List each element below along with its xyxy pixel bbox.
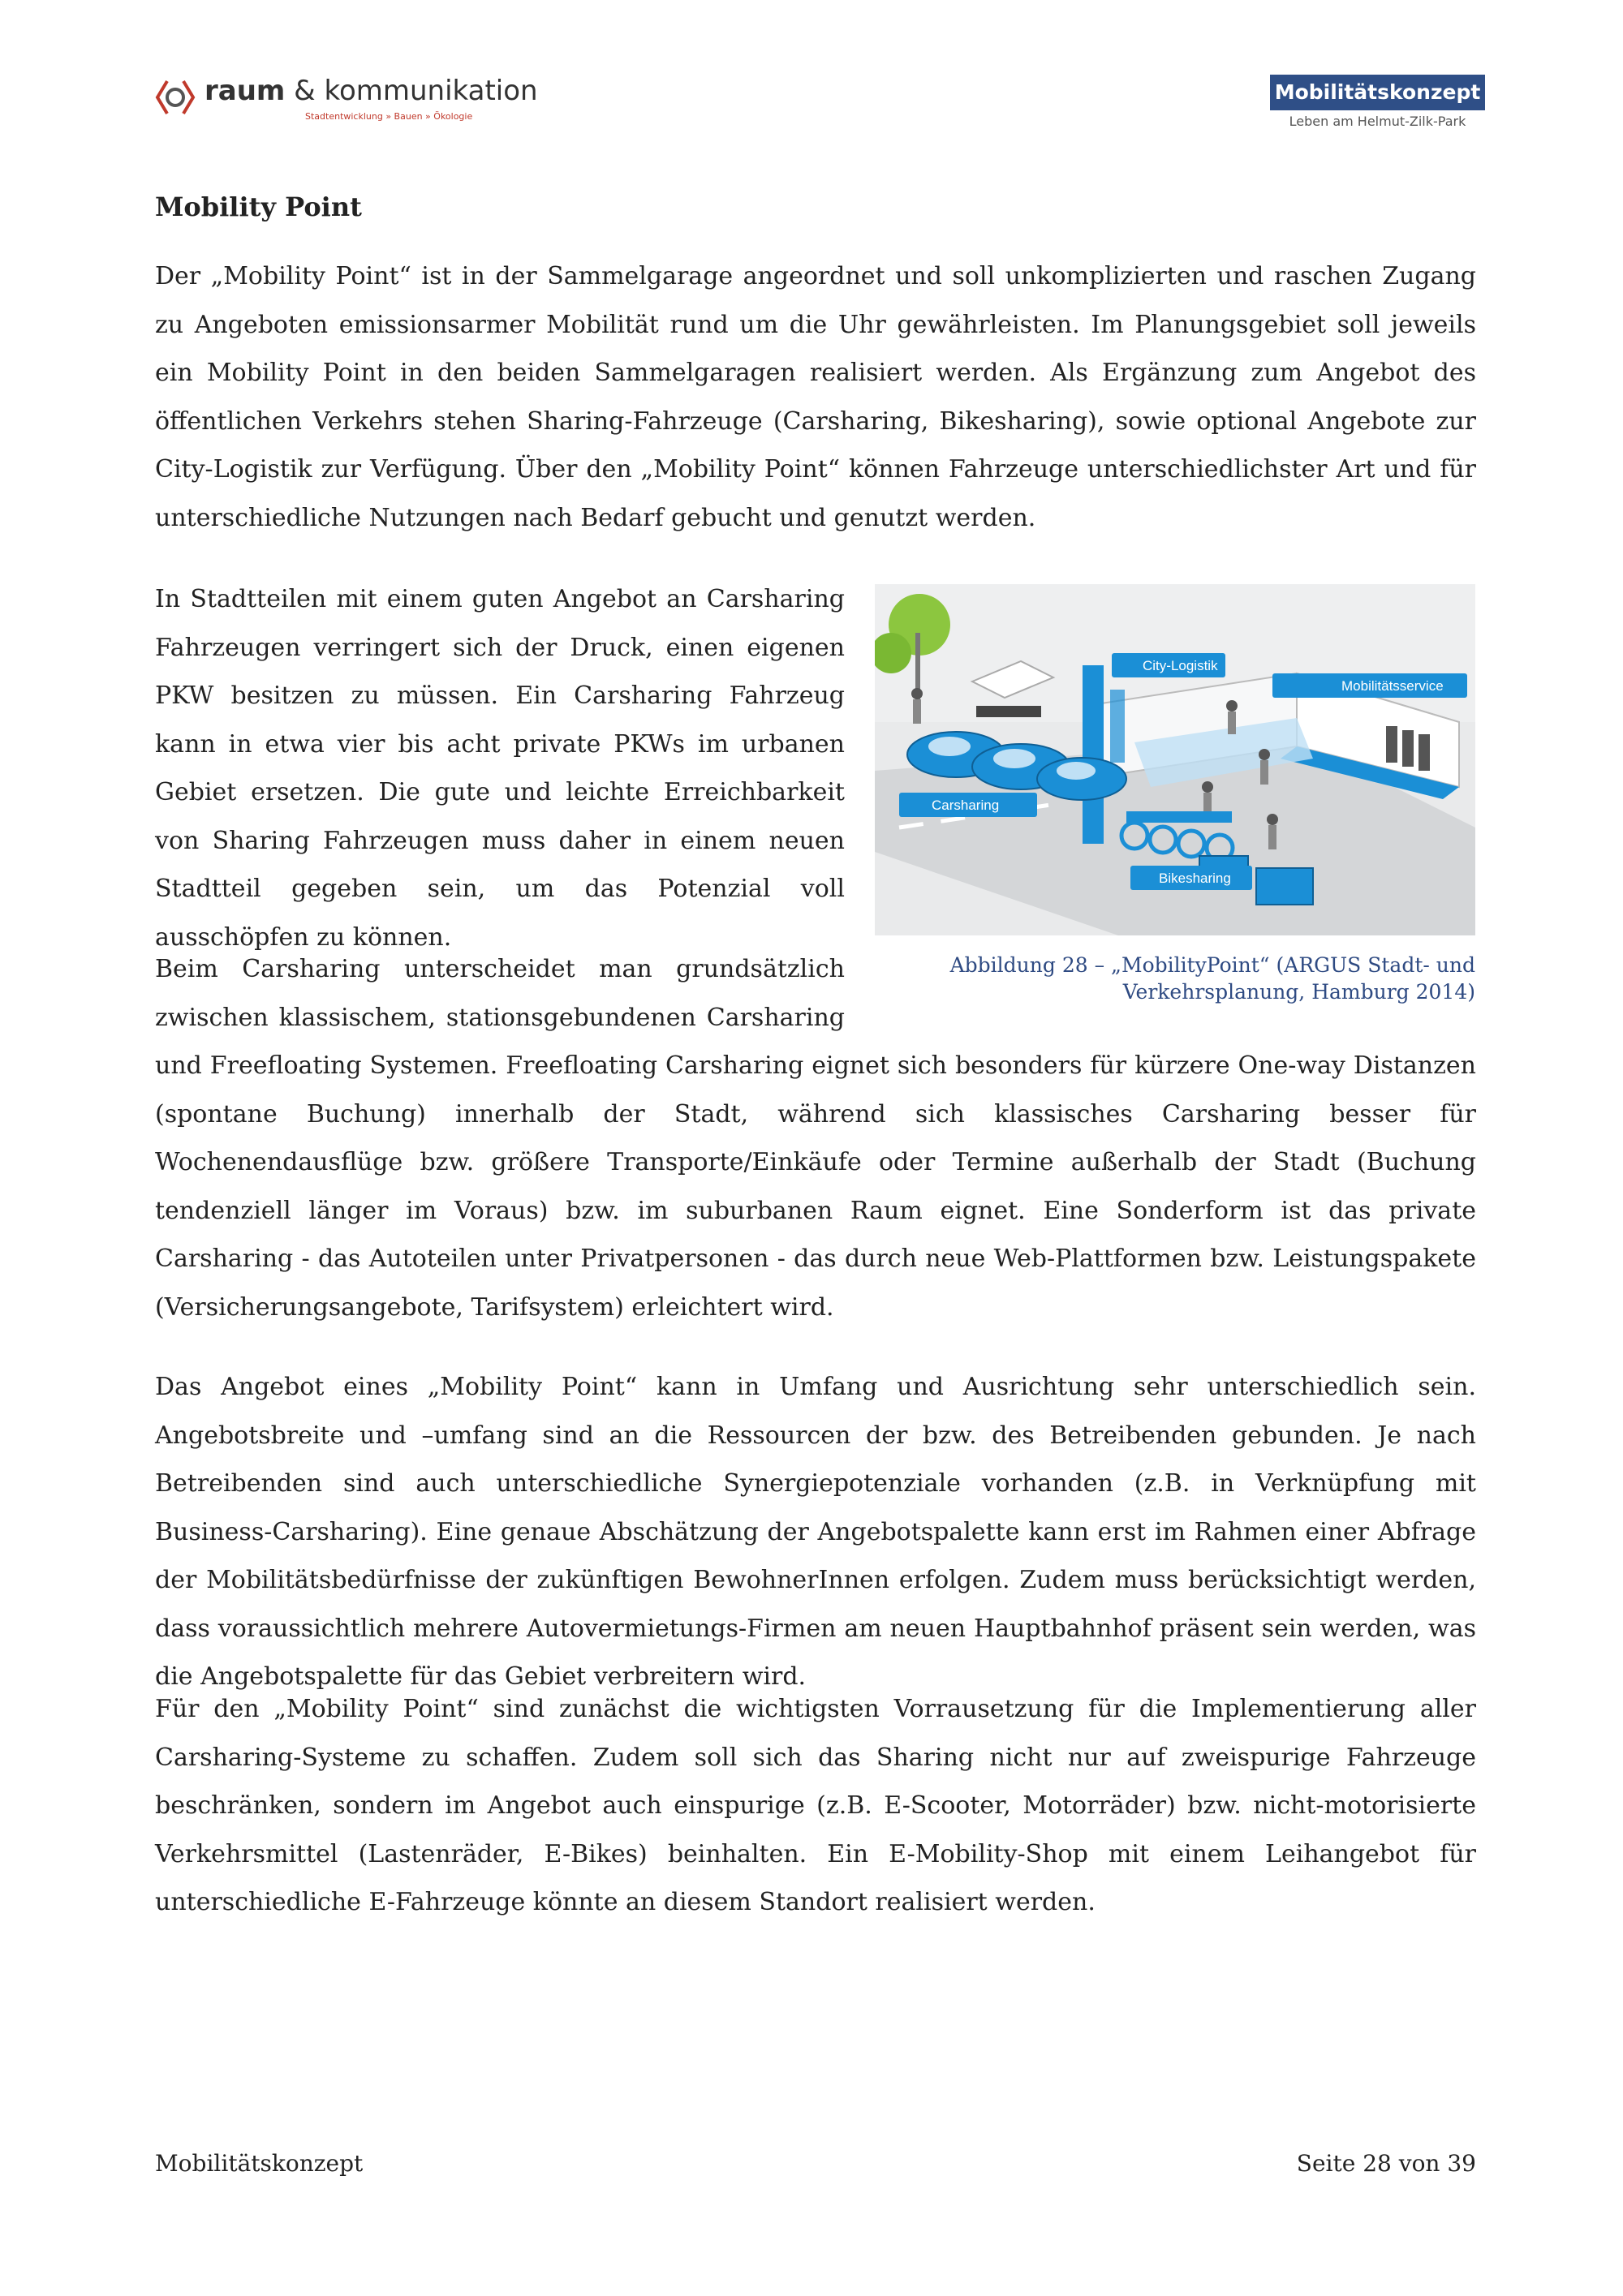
footer-document-title: Mobilitätskonzept bbox=[155, 2150, 364, 2177]
svg-text:Mobilitätsservice: Mobilitätsservice bbox=[1341, 678, 1444, 694]
paragraph-5: Für den „Mobility Point“ sind zunächst die wichtigsten Vorrausetzung für die Implementierung aller Carsharing-Systeme zu schaffen. Zudem soll sich das Sharing nicht nur auf zweispurige Fahrzeuge beschränken, sondern im Angebot auch einspurige (z.B. E-Scooter, Motorräder) bzw. nicht-motorisierte Verkehrsmittel (Lastenräder, E-Bikes) beinhalten. Ein E-Mobility-Shop mit einem Leihangebot für unterschiedliche E-Fahrzeuge könnte an diesem Standort realisiert werden. bbox=[155, 1695, 1476, 1916]
section-title: Mobility Point bbox=[155, 191, 362, 222]
logo-name bbox=[204, 75, 538, 107]
logo-tagline: Stadtentwicklung » Bauen » Ökologie bbox=[305, 111, 473, 122]
label-carsharing bbox=[899, 793, 1037, 817]
label-bikesharing bbox=[1130, 866, 1252, 890]
logo-name-bold: raum bbox=[204, 75, 286, 107]
paragraph-1: Der „Mobility Point“ ist in der Sammelgarage angeordnet und soll unkomplizierten und raschen Zugang zu Angeboten emissionsarmer Mobilität rund um die Uhr gewährleisten. Im Planungsgebiet soll jeweils ein Mobility Point in den beiden Sammelgaragen realisiert werden. Als Ergänzung zum Angebot des öffentlichen Verkehrs stehen Sharing-Fahrzeuge (Carsharing, Bikesharing), sowie optional Angebote zur City-Logistik zur Verfügung. Über den „Mobility Point“ können Fahrzeuge unterschiedlichster Art und für unterschiedliche Nutzungen nach Bedarf gebucht und genutzt werden. bbox=[155, 262, 1476, 532]
label-mobilitaetsservice bbox=[1272, 673, 1467, 698]
label-city-logistik bbox=[1112, 653, 1225, 677]
svg-text:City-Logistik: City-Logistik bbox=[1143, 658, 1218, 673]
paragraph-2: In Stadtteilen mit einem guten Angebot an Carsharing Fahrzeugen verringert sich der Druck, einen eigenen PKW besitzen zu müssen. Ein Carsharing Fahrzeug kann in etwa vier bis acht private PKWs im urbanen Gebiet ersetzen. Die gute und leichte Erreichbarkeit von Sharing Fahrzeugen muss daher in einem neuen Stadtteil gegeben sein, um das Potenzial voll ausschöpfen zu können. bbox=[155, 585, 845, 952]
svg-text:Bikesharing: Bikesharing bbox=[1159, 871, 1231, 886]
project-logo-subtitle: Leben am Helmut-Zilk-Park bbox=[1289, 114, 1466, 129]
paragraph-3-start: Beim Carsharing unterscheidet man grundsätzlich zwischen klassischem, stationsgebundenen Carsharing bbox=[155, 955, 845, 1032]
logo-name-rest: & kommunikation bbox=[294, 75, 538, 107]
mobility-point-illustration bbox=[875, 584, 1475, 935]
project-logo bbox=[1270, 75, 1485, 133]
footer-page-number: Seite 28 von 39 bbox=[1296, 2150, 1476, 2177]
figure-caption-line-1: Abbildung 28 – „MobilityPoint“ (ARGUS Stadt- und bbox=[949, 953, 1475, 977]
logo-mark-icon bbox=[153, 75, 198, 120]
svg-text:Carsharing: Carsharing bbox=[932, 798, 1000, 813]
paragraph-4: Das Angebot eines „Mobility Point“ kann in Umfang und Ausrichtung sehr unterschiedlich sein. Angebotsbreite und –umfang sind an die Ressourcen der bzw. des Betreibenden gebunden. Je nach Betreibenden sind auch unterschiedliche Synergiepotenziale vorhanden (z.B. in Verknüpfung mit Business-Carsharing). Eine genaue Abschätzung der Angebotspalette kann erst im Rahmen einer Abfrage der Mobilitätsbedürfnisse der zukünftigen BewohnerInnen erfolgen. Zudem muss berücksichtigt werden, dass voraussichtlich mehrere Autovermietungs-Firmen am neuen Hauptbahnhof präsent sein werden, was die Angebotspalette für das Gebiet verbreitern wird. bbox=[155, 1373, 1476, 1691]
figure-caption bbox=[875, 952, 1475, 1005]
company-logo bbox=[153, 71, 538, 133]
project-logo-title: Mobilitätskonzept bbox=[1270, 75, 1485, 110]
paragraph-3-rest: und Freefloating Systemen. Freefloating Carsharing eignet sich besonders für kürzere One-way Distanzen (spontane Buchung) innerhalb der Stadt, während sich klassisches Carsharing besser für Wochenendausflüge bzw. größere Transporte/Einkäufe oder Termine außerhalb der Stadt (Buchung tendenziell länger im Voraus) bzw. im suburbanen Raum eignet. Eine Sonderform ist das private Carsharing - das Autoteilen unter Privatpersonen - das durch neue Web-Plattformen bzw. Leistungspakete (Versicherungsangebote, Tarifsystem) erleichtert wird. bbox=[155, 1051, 1476, 1322]
figure-caption-line-2: Verkehrsplanung, Hamburg 2014) bbox=[1122, 980, 1475, 1004]
